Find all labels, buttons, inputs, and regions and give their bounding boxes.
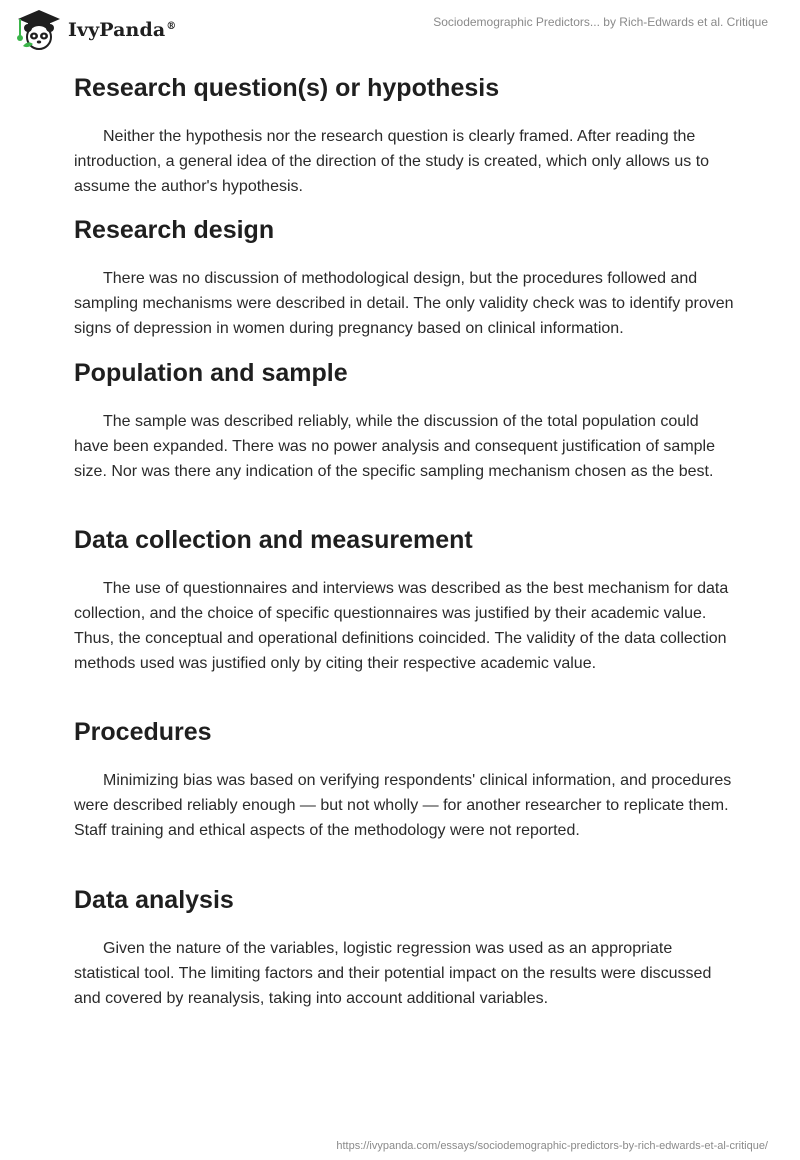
- page-header: [0, 0, 800, 60]
- panda-graduate-icon: [14, 8, 64, 50]
- section-paragraph: Minimizing bias was based on verifying respondents' clinical information, and procedures were described reliably enough — but not wholly — for another researcher to replicate them. Staff training and ethical aspects of the methodology were not reported.: [74, 772, 732, 839]
- section-heading: Research design: [74, 216, 275, 244]
- section-heading: Data analysis: [74, 886, 234, 914]
- section-heading: Research question(s) or hypothesis: [74, 74, 500, 102]
- section-paragraph: Neither the hypothesis nor the research question is clearly framed. After reading the introduction, a general idea of the direction of the study is created, which only allows us to assume the author's hypothesis.: [74, 128, 710, 195]
- section-paragraph: Given the nature of the variables, logistic regression was used as an appropriate statistical tool. The limiting factors and their potential impact on the results were discussed and covered by reanalysis, taking into account additional variables.: [74, 940, 712, 1007]
- brand-logo[interactable]: [14, 8, 176, 50]
- section-paragraph: The use of questionnaires and interviews was described as the best mechanism for data collection, and the choice of specific questionnaires was justified by their academic value. Thus, the conceptual and operational definitions coincided. The validity of the data collection methods used was justified only by citing their respective academic value.: [74, 580, 729, 672]
- section-data-collection: [74, 522, 734, 676]
- section-paragraph: There was no discussion of methodological design, but the procedures followed and sampling mechanisms were described in detail. The only validity check was to identify proven signs of depression in women during pregnancy based on clinical information.: [74, 270, 734, 337]
- section-heading: Data collection and measurement: [74, 526, 473, 554]
- section-population-sample: [74, 355, 734, 484]
- source-url[interactable]: https://ivypanda.com/essays/sociodemographic-predictors-by-rich-edwards-et-al-critique/: [336, 1140, 768, 1152]
- section-heading: Population and sample: [74, 359, 348, 387]
- section-research-design: [74, 212, 734, 341]
- section-heading: Procedures: [74, 718, 212, 746]
- section-data-analysis: [74, 882, 734, 1011]
- document-title: Sociodemographic Predictors... by Rich-Edwards et al. Critique: [433, 15, 768, 29]
- section-procedures: [74, 714, 734, 843]
- brand-name: IvyPanda®: [68, 19, 177, 41]
- section-paragraph: The sample was described reliably, while the discussion of the total population could have been expanded. There was no power analysis and consequent justification of sample size. Nor was there any indication of the specific sampling mechanism chosen as the best.: [74, 413, 716, 480]
- section-research-question: [74, 70, 734, 199]
